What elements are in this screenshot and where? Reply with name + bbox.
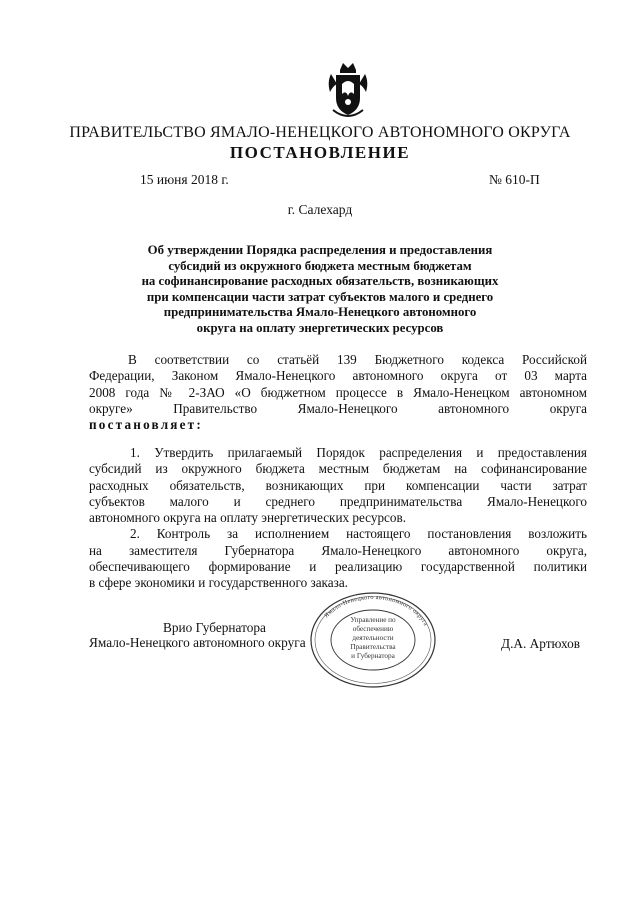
- subject-line: при компенсации части затрат субъектов малого и среднего: [146, 289, 494, 304]
- document-date: 15 июня 2018 г.: [140, 172, 229, 187]
- signatory-position-line2: Ямало-Ненецкого автономного округа: [89, 635, 306, 650]
- item-line: субсидий из окружного бюджета местным бюджетам на софинансирование: [89, 461, 587, 477]
- item-line: субъектов малого и среднего предпринимательства Ямало-Ненецкого: [89, 493, 587, 509]
- item-line: автономного округа на оплату энергетических ресурсов.: [89, 510, 407, 526]
- resolution-items: [89, 445, 587, 592]
- document-type: ПОСТАНОВЛЕНИЕ: [229, 143, 411, 162]
- subject-line: на софинансирование расходных обязательств, возникающих: [141, 274, 499, 288]
- subject-line: предпринимательства Ямало-Ненецкого автономного: [163, 305, 477, 319]
- document-subject: [0, 243, 640, 336]
- item-line: 2. Контроль за исполнением настоящего постановления возложить: [130, 526, 587, 542]
- government-name: ПРАВИТЕЛЬСТВО ЯМАЛО-НЕНЕЦКОГО АВТОНОМНОГО ОКРУГА: [69, 124, 571, 141]
- preamble-line: 2008 года № 2-ЗАО «О бюджетном процессе в Ямало-Ненецком автономном: [89, 384, 587, 400]
- document-city: г. Салехард: [287, 202, 353, 217]
- yamal-coat-of-arms-icon: [325, 60, 371, 120]
- subject-line: округа на оплату энергетических ресурсов: [196, 320, 444, 335]
- preamble-line: округе» Правительство Ямало-Ненецкого автономного округа: [89, 400, 587, 416]
- item-line: на заместителя Губернатора Ямало-Ненецкого автономного округа,: [89, 542, 587, 558]
- item-line: в сфере экономики и государственного заказа.: [89, 575, 348, 591]
- stamp-ring-text: Ямало-Ненецкого автономного округа: [322, 593, 430, 628]
- stamp-center-line: и Губернатора: [351, 652, 395, 660]
- stamp-center-line: Управление по: [350, 616, 396, 624]
- signatory-name: Д.А. Артюхов: [501, 636, 581, 651]
- item-line: расходных обязательств, возникающих при компенсации части затрат: [89, 477, 587, 493]
- preamble-line: Федерации, Законом Ямало-Ненецкого автономного округа от 03 марта: [89, 368, 587, 384]
- stamp-center-line: обеспечению: [352, 625, 394, 633]
- resolution-word: постановляет:: [89, 417, 203, 433]
- stamp-center-line: деятельности: [352, 634, 394, 642]
- stamp-center-line: Правительства: [350, 643, 396, 651]
- signatory-position-line1: Врио Губернатора: [163, 620, 266, 635]
- subject-line: субсидий из окружного бюджета местным бюджетам: [168, 258, 472, 273]
- item-line: 1. Утвердить прилагаемый Порядок распределения и предоставления: [130, 445, 587, 460]
- document-number: № 610-П: [489, 172, 540, 187]
- official-stamp-icon: [308, 590, 438, 690]
- preamble-line: В соответствии со статьёй 139 Бюджетного кодекса Российской: [128, 352, 587, 367]
- item-line: обеспечивающего формирование и реализацию государственной политики: [89, 559, 587, 575]
- subject-line: Об утверждении Порядка распределения и предоставления: [147, 243, 493, 257]
- preamble-paragraph: [89, 352, 587, 433]
